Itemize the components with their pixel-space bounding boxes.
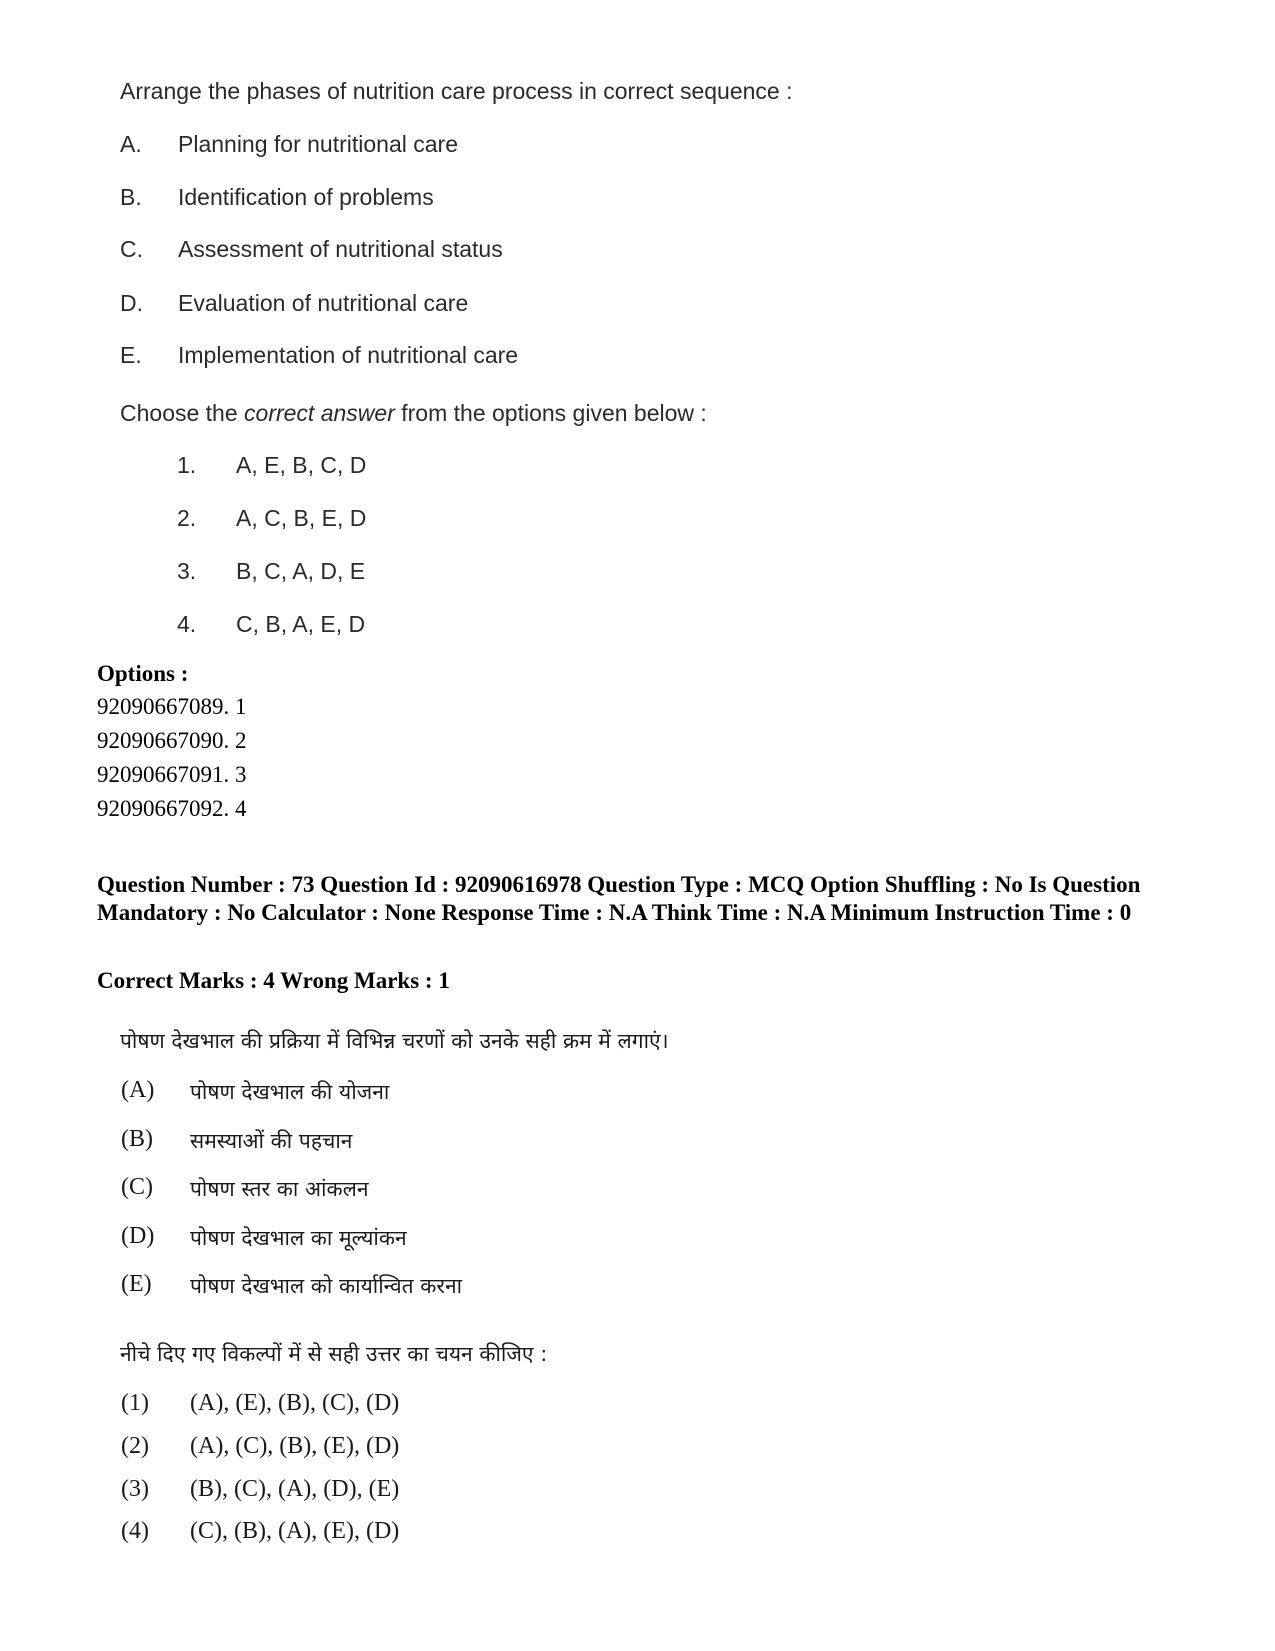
- question-meta: Question Number : 73 Question Id : 92090616978 Question Type : MCQ Option Shuffling : No Is Question Mandatory : No Calculator : None Response Time : N.A Think Time : N.A Minimum Instruction Time : 0: [97, 872, 1141, 925]
- hindi-item-text-c: पोषण स्तर का आंकलन: [190, 1177, 369, 1201]
- choose-prefix: Choose the: [120, 400, 245, 426]
- hindi-answer-number-2: (2): [121, 1433, 149, 1459]
- question-stem-hindi: पोषण देखभाल की प्रक्रिया में विभिन्न चरणों को उनके सही क्रम में लगाएं।: [120, 1029, 669, 1053]
- item-letter-a: A.: [120, 131, 142, 157]
- item-letter-c: C.: [120, 236, 143, 262]
- hindi-item-letter-c: (C): [121, 1174, 153, 1200]
- answer-number-1: 1.: [177, 452, 197, 478]
- question-stem-english: Arrange the phases of nutrition care process in correct sequence :: [120, 78, 793, 104]
- hindi-item-text-b: समस्याओं की पहचान: [190, 1129, 353, 1153]
- item-text-e: Implementation of nutritional care: [178, 342, 519, 368]
- hindi-item-letter-b: (B): [121, 1126, 153, 1152]
- hindi-answer-text-1: (A), (E), (B), (C), (D): [190, 1390, 400, 1416]
- hindi-answer-number-3: (3): [121, 1476, 149, 1502]
- answer-text-4: C, B, A, E, D: [236, 611, 366, 637]
- choose-instruction-english: [120, 400, 707, 427]
- option-row-3: 92090667091. 3: [97, 762, 247, 787]
- option-row-2: 92090667090. 2: [97, 728, 247, 753]
- answer-text-3: B, C, A, D, E: [236, 558, 366, 584]
- hindi-answer-text-2: (A), (C), (B), (E), (D): [190, 1433, 400, 1459]
- item-text-c: Assessment of nutritional status: [178, 236, 503, 262]
- answer-number-3: 3.: [177, 558, 197, 584]
- item-text-d: Evaluation of nutritional care: [178, 290, 469, 316]
- options-heading: Options :: [97, 661, 189, 686]
- item-letter-b: B.: [120, 184, 142, 210]
- hindi-item-text-d: पोषण देखभाल का मूल्यांकन: [190, 1226, 407, 1250]
- answer-number-2: 2.: [177, 505, 197, 531]
- item-letter-e: E.: [120, 342, 142, 368]
- hindi-item-text-e: पोषण देखभाल को कार्यान्वित करना: [190, 1274, 463, 1298]
- answer-text-2: A, C, B, E, D: [236, 505, 367, 531]
- choose-suffix: from the options given below :: [394, 400, 707, 426]
- answer-number-4: 4.: [177, 611, 197, 637]
- option-row-4: 92090667092. 4: [97, 796, 247, 821]
- hindi-item-letter-d: (D): [121, 1223, 155, 1249]
- choose-instruction-hindi: नीचे दिए गए विकल्पों में से सही उत्तर का चयन कीजिए :: [120, 1342, 548, 1366]
- item-text-b: Identification of problems: [178, 184, 434, 210]
- answer-text-1: A, E, B, C, D: [236, 452, 367, 478]
- hindi-item-letter-e: (E): [121, 1271, 152, 1297]
- choose-emphasis: correct answer: [244, 400, 395, 426]
- hindi-answer-number-4: (4): [121, 1518, 149, 1544]
- hindi-answer-number-1: (1): [121, 1390, 149, 1416]
- item-letter-d: D.: [120, 290, 143, 316]
- item-text-a: Planning for nutritional care: [178, 131, 458, 157]
- hindi-answer-text-3: (B), (C), (A), (D), (E): [190, 1476, 400, 1502]
- hindi-answer-text-4: (C), (B), (A), (E), (D): [190, 1518, 400, 1544]
- hindi-item-text-a: पोषण देखभाल की योजना: [190, 1080, 390, 1104]
- hindi-item-letter-a: (A): [121, 1077, 155, 1103]
- marks-line: Correct Marks : 4 Wrong Marks : 1: [97, 968, 450, 993]
- option-row-1: 92090667089. 1: [97, 694, 247, 719]
